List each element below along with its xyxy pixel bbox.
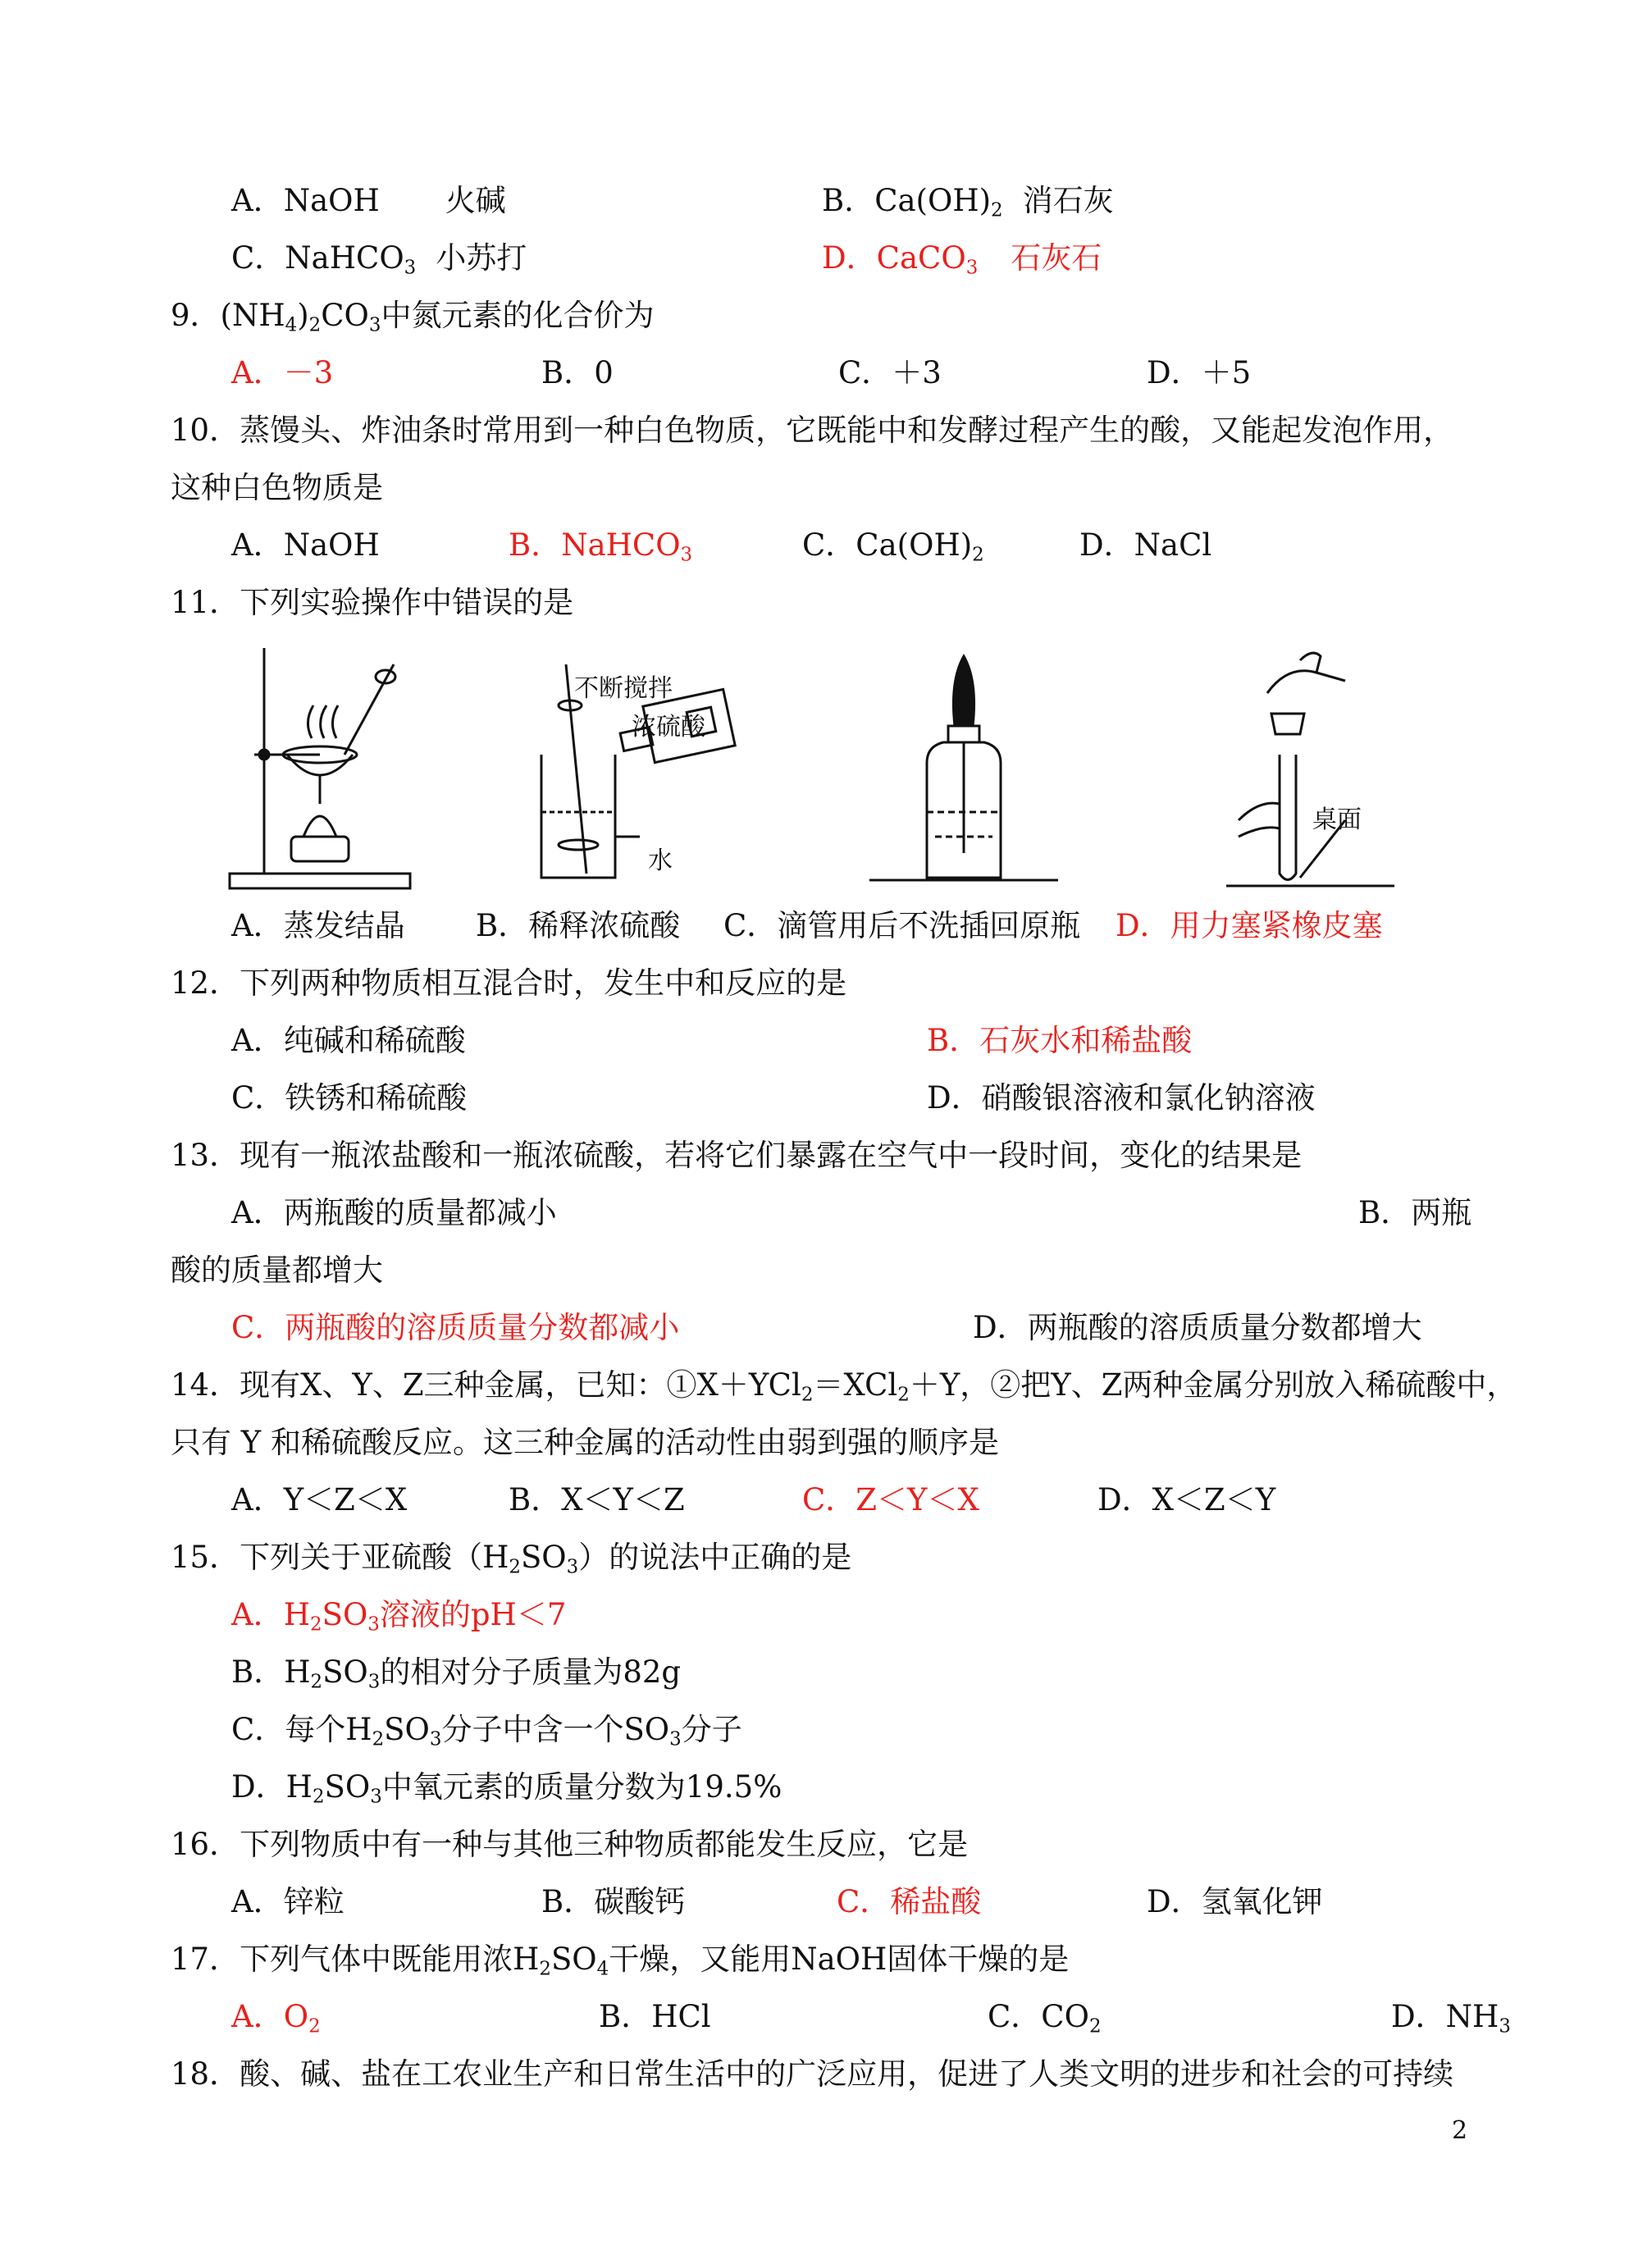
q14-option-c: C．Z＜Y＜X	[802, 1482, 979, 1517]
q13-option-b-part2: 酸的质量都增大	[171, 1253, 383, 1288]
q12-option-b: B．石灰水和稀盐酸	[927, 1023, 1193, 1058]
q13-stem: 13．现有一瓶浓盐酸和一瓶浓硫酸，若将它们暴露在空气中一段时间，变化的结果是	[171, 1138, 1303, 1173]
q9-stem: 9．$(NH_4)_2CO_3$中氮元素的化合价为	[171, 298, 655, 336]
q15-option-c: C．每个$H_2SO_3$分子中含一个$SO_3$分子	[231, 1712, 742, 1750]
q16-option-b: B．碳酸钙	[541, 1884, 686, 1919]
q13-option-a: A．两瓶酸的质量都减小	[231, 1195, 557, 1230]
q14-option-b: B．X＜Y＜Z	[509, 1482, 685, 1517]
q10-stem-line1: 10．蒸馒头、炸油条时常用到一种白色物质，它既能中和发酵过程产生的酸，又能起发泡作用，	[171, 413, 1454, 448]
q14-option-d: D．X＜Z＜Y	[1097, 1482, 1276, 1517]
q14-stem-line1: 14．现有X、Y、Z三种金属，已知：①X＋YCl$_2$＝XCl$_2$＋Y，②把Y、Z两种金属分别放入稀硫酸中，	[171, 1367, 1517, 1406]
q9-option-b: B．0	[541, 355, 614, 390]
figure-dropper-bottle	[869, 648, 1058, 894]
q15-stem: 15．下列关于亚硫酸$(H_2SO_3)$的说法中正确的是	[171, 1540, 852, 1578]
q15-option-a: A．$H_2SO_3$溶液的pH＜7	[231, 1597, 567, 1636]
q16-option-c: C．稀盐酸	[837, 1884, 982, 1919]
q8-option-a: A．NaOH 火碱	[231, 183, 506, 218]
q17-option-b: B．HCl	[599, 1999, 711, 2034]
q17-option-d: D．$NH_3$	[1391, 1999, 1511, 2038]
q13-option-d: D．两瓶酸的溶质质量分数都增大	[973, 1310, 1422, 1345]
q10-option-c: C．$Ca(OH)_2$	[802, 527, 984, 566]
q16-option-d: D．氢氧化钾	[1147, 1884, 1323, 1919]
fig-b-label-water: 水	[648, 847, 673, 875]
q12-option-a: A．纯碱和稀硫酸	[231, 1023, 466, 1058]
q11-stem: 11．下列实验操作中错误的是	[171, 585, 574, 620]
q17-option-c: C．$CO_2$	[988, 1999, 1102, 2038]
figure-evaporation	[221, 632, 418, 894]
q12-stem: 12．下列两种物质相互混合时，发生中和反应的是	[171, 965, 847, 1001]
q12-option-c: C．铁锈和稀硫酸	[231, 1080, 468, 1116]
q13-option-b-part1: B．两瓶	[1358, 1195, 1472, 1230]
q14-option-a: A．Y＜Z＜X	[231, 1482, 408, 1517]
q17-stem: 17．下列气体中既能用浓$H_2SO_4$干燥，又能用NaOH固体干燥的是	[171, 1942, 1070, 1980]
q14-stem-line2: 只有 Y 和稀硫酸反应。这三种金属的活动性由弱到强的顺序是	[171, 1425, 999, 1460]
q9-option-d: D．＋5	[1147, 355, 1252, 390]
q11-option-d: D．用力塞紧橡皮塞	[1116, 908, 1383, 943]
q11-option-a: A．蒸发结晶	[231, 908, 405, 943]
fig-b-label-stir: 不断搅拌	[574, 674, 673, 703]
q15-option-b: B．$H_2SO_3$的相对分子质量为82g	[231, 1654, 682, 1693]
q9-option-a: A．－3	[231, 355, 334, 390]
q16-option-a: A．锌粒	[231, 1884, 344, 1919]
q11-option-c: C．滴管用后不洗插回原瓶	[723, 908, 1081, 943]
q10-option-b: B．NaHCO$_3$	[509, 527, 693, 566]
q10-stem-line2: 这种白色物质是	[171, 470, 383, 505]
q8-option-c: C．NaHCO$_3$ 小苏打	[231, 240, 527, 279]
page-number: 2	[1452, 2116, 1468, 2145]
q17-option-a: A．$O_2$	[231, 1999, 321, 2038]
fig-b-label-acid: 浓硫酸	[632, 713, 705, 742]
q8-option-b: B．$Ca(OH)_2$ 消石灰	[822, 183, 1114, 221]
q11-option-b: B．稀释浓硫酸	[476, 908, 681, 943]
q8-option-d: D．CaCO$_3$ 石灰石	[822, 240, 1102, 279]
figure-test-tube-stopper	[1222, 632, 1403, 894]
q10-option-d: D．NaCl	[1079, 527, 1212, 563]
q18-stem-line1: 18．酸、碱、盐在工农业生产和日常生活中的广泛应用，促进了人类文明的进步和社会的可持续	[171, 2056, 1454, 2092]
q12-option-d: D．硝酸银溶液和氯化钠溶液	[927, 1080, 1316, 1116]
q16-stem: 16．下列物质中有一种与其他三种物质都能发生反应，它是	[171, 1827, 969, 1862]
q9-option-c: C．＋3	[838, 355, 942, 390]
q13-option-c: C．两瓶酸的溶质质量分数都减小	[231, 1310, 680, 1345]
q15-option-d: D．$H_2SO_3$中氧元素的质量分数为19.5%	[231, 1769, 782, 1808]
q10-option-a: A．NaOH	[231, 527, 380, 563]
fig-d-label-desk: 桌面	[1312, 805, 1362, 834]
